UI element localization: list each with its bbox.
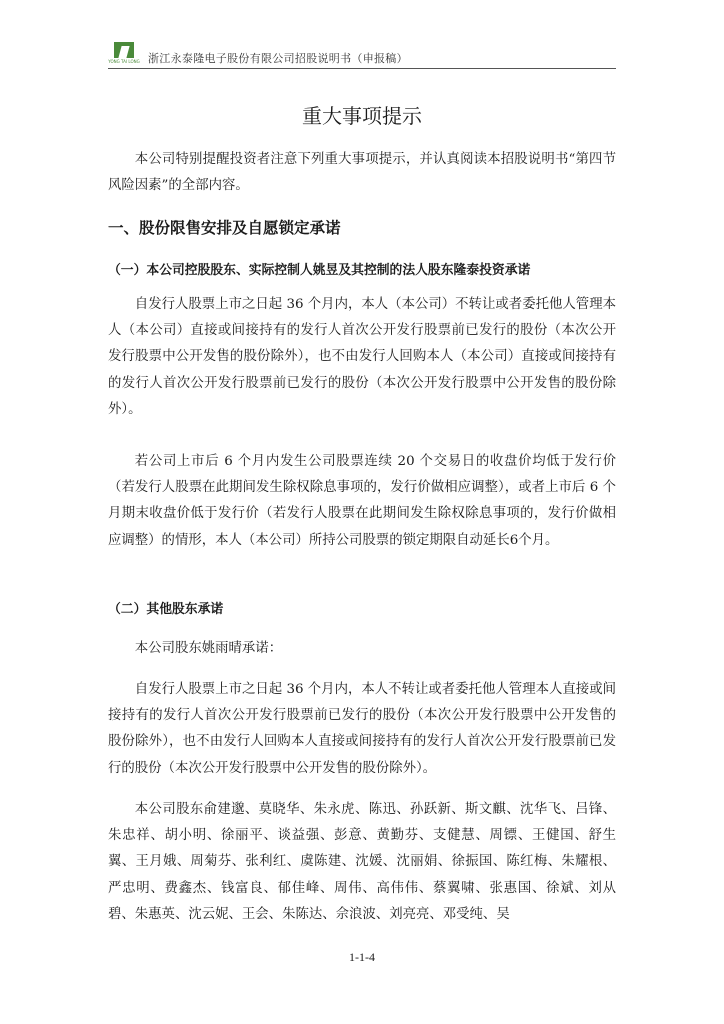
header-title: 浙江永泰隆电子股份有限公司招股说明书（申报稿） (148, 52, 408, 65)
subsection1-paragraph2: 若公司上市后 6 个月内发生公司股票连续 20 个交易日的收盘价均低于发行价（若发行人股票在此期间发生除权除息事项的，发行价做相应调整），或者上市后 6 个月期末收盘价低于发行价（若发行人股票在此期间发生除权除息事项的，发行价做相应调整）的情形，本人（本公司）所持公司股票的锁定期限自动延长6个月。 (108, 454, 616, 548)
document-title: 重大事项提示 (302, 104, 422, 128)
section1-heading: 一、股份限售安排及自愿锁定承诺 (108, 219, 341, 237)
intro-paragraph: 本公司特别提醒投资者注意下列重大事项提示，并认真阅读本招股说明书“第四节 风险因素”的全部内容。 (108, 152, 616, 194)
logo-caption: YONG TAI LONG (108, 59, 140, 64)
subsection1-heading: （一）本公司控股股东、实际控制人姚昱及其控制的法人股东隆泰投资承诺 (108, 263, 531, 278)
company-logo (108, 40, 140, 66)
page-number: 1-1-4 (349, 950, 375, 964)
subsection2-paragraph3: 本公司股东俞建邈、莫晓华、朱永虎、陈迅、孙跃新、斯文麒、沈华飞、吕锋、朱忠祥、胡小明、徐丽平、谈益强、彭意、黄勤芬、支健慧、周镖、王健国、舒生翼、王月娥、周菊芬、张利红、虞陈建、沈媛、沈丽娟、徐振国、陈红梅、朱耀根、严忠明、费鑫杰、钱富良、郁佳峰、周伟、高伟伟、蔡翼啸、张惠国、徐斌、刘从碧、朱惠英、沈云妮、王会、朱陈达、佘浪波、刘亮亮、邓受纯、吴 (108, 802, 616, 922)
logo-icon (114, 42, 134, 58)
subsection1-paragraph1: 自发行人股票上市之日起 36 个月内，本人（本公司）不转让或者委托他人管理本人（本公司）直接或间接持有的发行人首次公开发行股票前已发行的股份（本次公开发行股票中公开发售的股份除外），也不由发行人回购本人（本公司）直接或间接持有的发行人首次公开发行股票前已发行的股份（本次公开发行股票中公开发售的股份除外）。 (108, 297, 616, 417)
subsection2-paragraph2: 自发行人股票上市之日起 36 个月内，本人不转让或者委托他人管理本人直接或间接持有的发行人首次公开发行股票前已发行的股份（本次公开发行股票中公开发售的股份除外），也不由发行人回购本人直接或间接持有的发行人首次公开发行股票前已发行的股份（本次公开发行股票中公开发售的股份除外）。 (108, 682, 616, 776)
subsection2-paragraph1: 本公司股东姚雨晴承诺： (134, 641, 283, 656)
subsection2-heading: （二）其他股东承诺 (108, 602, 224, 617)
page-header (108, 40, 616, 69)
